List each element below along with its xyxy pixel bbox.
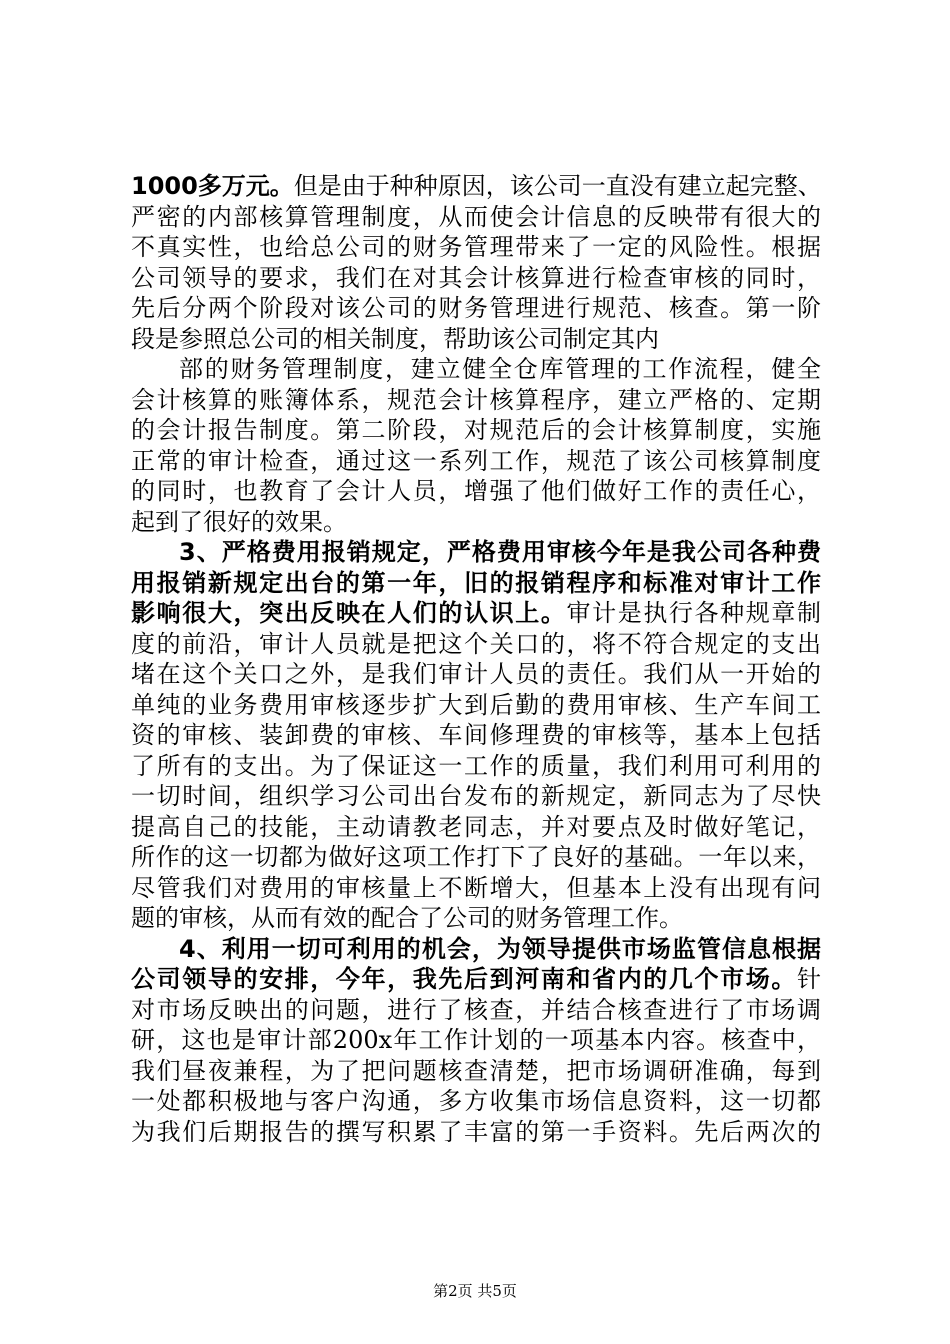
text-line <box>131 385 821 416</box>
body-text: 先后分两个阶段对该公司的财务管理进行规范、核查。第一阶 <box>131 294 821 322</box>
body-text: 一处都积极地与客户沟通，多方收集市场信息资料，这一切都 <box>131 1087 821 1115</box>
body-text: 正常的审计检查，通过这一系列工作，规范了该公司核算制度 <box>131 446 821 475</box>
body-text: 公司领导的要求，我们在对其会计核算进行检查审核的同时， <box>131 263 821 292</box>
text-line <box>131 202 821 233</box>
bold-text: 用报销新规定出台的第一年，旧的报销程序和标准对审计工作 <box>131 568 821 597</box>
text-line <box>131 903 821 934</box>
text-line <box>131 354 821 385</box>
text-line <box>131 598 821 629</box>
text-line <box>131 659 821 690</box>
body-text: 不真实性，也给总公司的财务管理带来了一定的风险性。根据 <box>131 233 821 261</box>
text-line <box>131 446 821 477</box>
body-text: 一切时间，组织学习公司出台发布的新规定，新同志为了尽快 <box>131 782 821 810</box>
text-line <box>131 1025 821 1056</box>
body-text: 部的财务管理制度，建立健全仓库管理的工作流程，健全 <box>179 355 821 383</box>
text-line <box>131 812 821 843</box>
body-text: 对市场反映出的问题，进行了核查，并结合核查进行了市场调 <box>131 995 821 1024</box>
body-text: 我们昼夜兼程，为了把问题核查清楚，把市场调研准确，每到 <box>131 1056 821 1085</box>
body-text: 单纯的业务费用审核逐步扩大到后勤的费用审核、生产车间工 <box>131 690 821 719</box>
text-line <box>131 293 821 324</box>
text-line <box>131 507 821 538</box>
body-text: 尽管我们对费用的审核量上不断增大，但基本上没有出现有问 <box>131 873 821 902</box>
body-text: 的同时，也教育了会计人员，增强了他们做好工作的责任心， <box>131 477 821 505</box>
text-line <box>131 629 821 660</box>
bold-text: 3、严格费用报销规定，严格费用审核今年是我公司各种费 <box>179 538 821 566</box>
document-body <box>131 171 821 1147</box>
text-line <box>131 751 821 782</box>
body-text: 所作的这一切都为做好这项工作打下了良好的基础。一年以来， <box>131 843 821 871</box>
bold-text: 公司领导的安排，今年，我先后到河南和省内的几个市场。 <box>131 965 797 993</box>
bold-text: 影响很大，突出反映在人们的认识上。 <box>131 599 567 627</box>
bold-text: 4、利用一切可利用的机会，为领导提供市场监管信息根据 <box>179 934 821 963</box>
text-line <box>131 934 821 965</box>
body-text: 起到了很好的效果。 <box>131 507 347 536</box>
text-line <box>131 964 821 995</box>
text-line <box>131 263 821 294</box>
text-line <box>131 690 821 721</box>
paragraph <box>131 171 821 354</box>
body-text: 为我们后期报告的撰写积累了丰富的第一手资料。先后两次的 <box>131 1117 821 1146</box>
text-line <box>131 415 821 446</box>
body-text: 了所有的支出。为了保证这一工作的质量，我们利用可利用的 <box>131 751 821 780</box>
body-text: 严密的内部核算管理制度，从而使会计信息的反映带有很大的 <box>131 202 821 231</box>
body-text: 会计核算的账簿体系，规范会计核算程序，建立严格的、定期 <box>131 385 821 414</box>
body-text: 度的前沿，审计人员就是把这个关口的，将不符合规定的支出 <box>131 629 821 658</box>
paragraph <box>131 354 821 537</box>
text-line <box>131 781 821 812</box>
text-line <box>131 476 821 507</box>
text-line <box>131 537 821 568</box>
body-text: 研，这也是审计部200x年工作计划的一项基本内容。核查中， <box>131 1026 821 1054</box>
bold-text: 1000多万元。 <box>131 172 294 200</box>
page-footer: 第2页 共5页 <box>433 1282 517 1300</box>
body-text: 针 <box>797 965 821 993</box>
text-line <box>131 720 821 751</box>
body-text: 的会计报告制度。第二阶段，对规范后的会计核算制度，实施 <box>131 416 821 444</box>
text-line <box>131 873 821 904</box>
body-text: 资的审核、装卸费的审核、车间修理费的审核等，基本上包括 <box>131 721 821 749</box>
body-text: 但是由于种种原因，该公司一直没有建立起完整、 <box>293 172 822 200</box>
text-line <box>131 1086 821 1117</box>
text-line <box>131 1117 821 1148</box>
body-text: 提高自己的技能，主动请教老同志，并对要点及时做好笔记， <box>131 812 821 841</box>
body-text: 审计是执行各种规章制 <box>566 599 822 627</box>
text-line <box>131 568 821 599</box>
text-line <box>131 1056 821 1087</box>
paragraph <box>131 537 821 934</box>
text-line <box>131 842 821 873</box>
text-line <box>131 324 821 355</box>
body-text: 段是参照总公司的相关制度，帮助该公司制定其内 <box>131 324 659 353</box>
paragraph <box>131 934 821 1148</box>
body-text: 堵在这个关口之外，是我们审计人员的责任。我们从一开始的 <box>131 660 821 688</box>
text-line <box>131 171 821 202</box>
body-text: 题的审核，从而有效的配合了公司的财务管理工作。 <box>131 904 683 932</box>
text-line <box>131 995 821 1026</box>
text-line <box>131 232 821 263</box>
